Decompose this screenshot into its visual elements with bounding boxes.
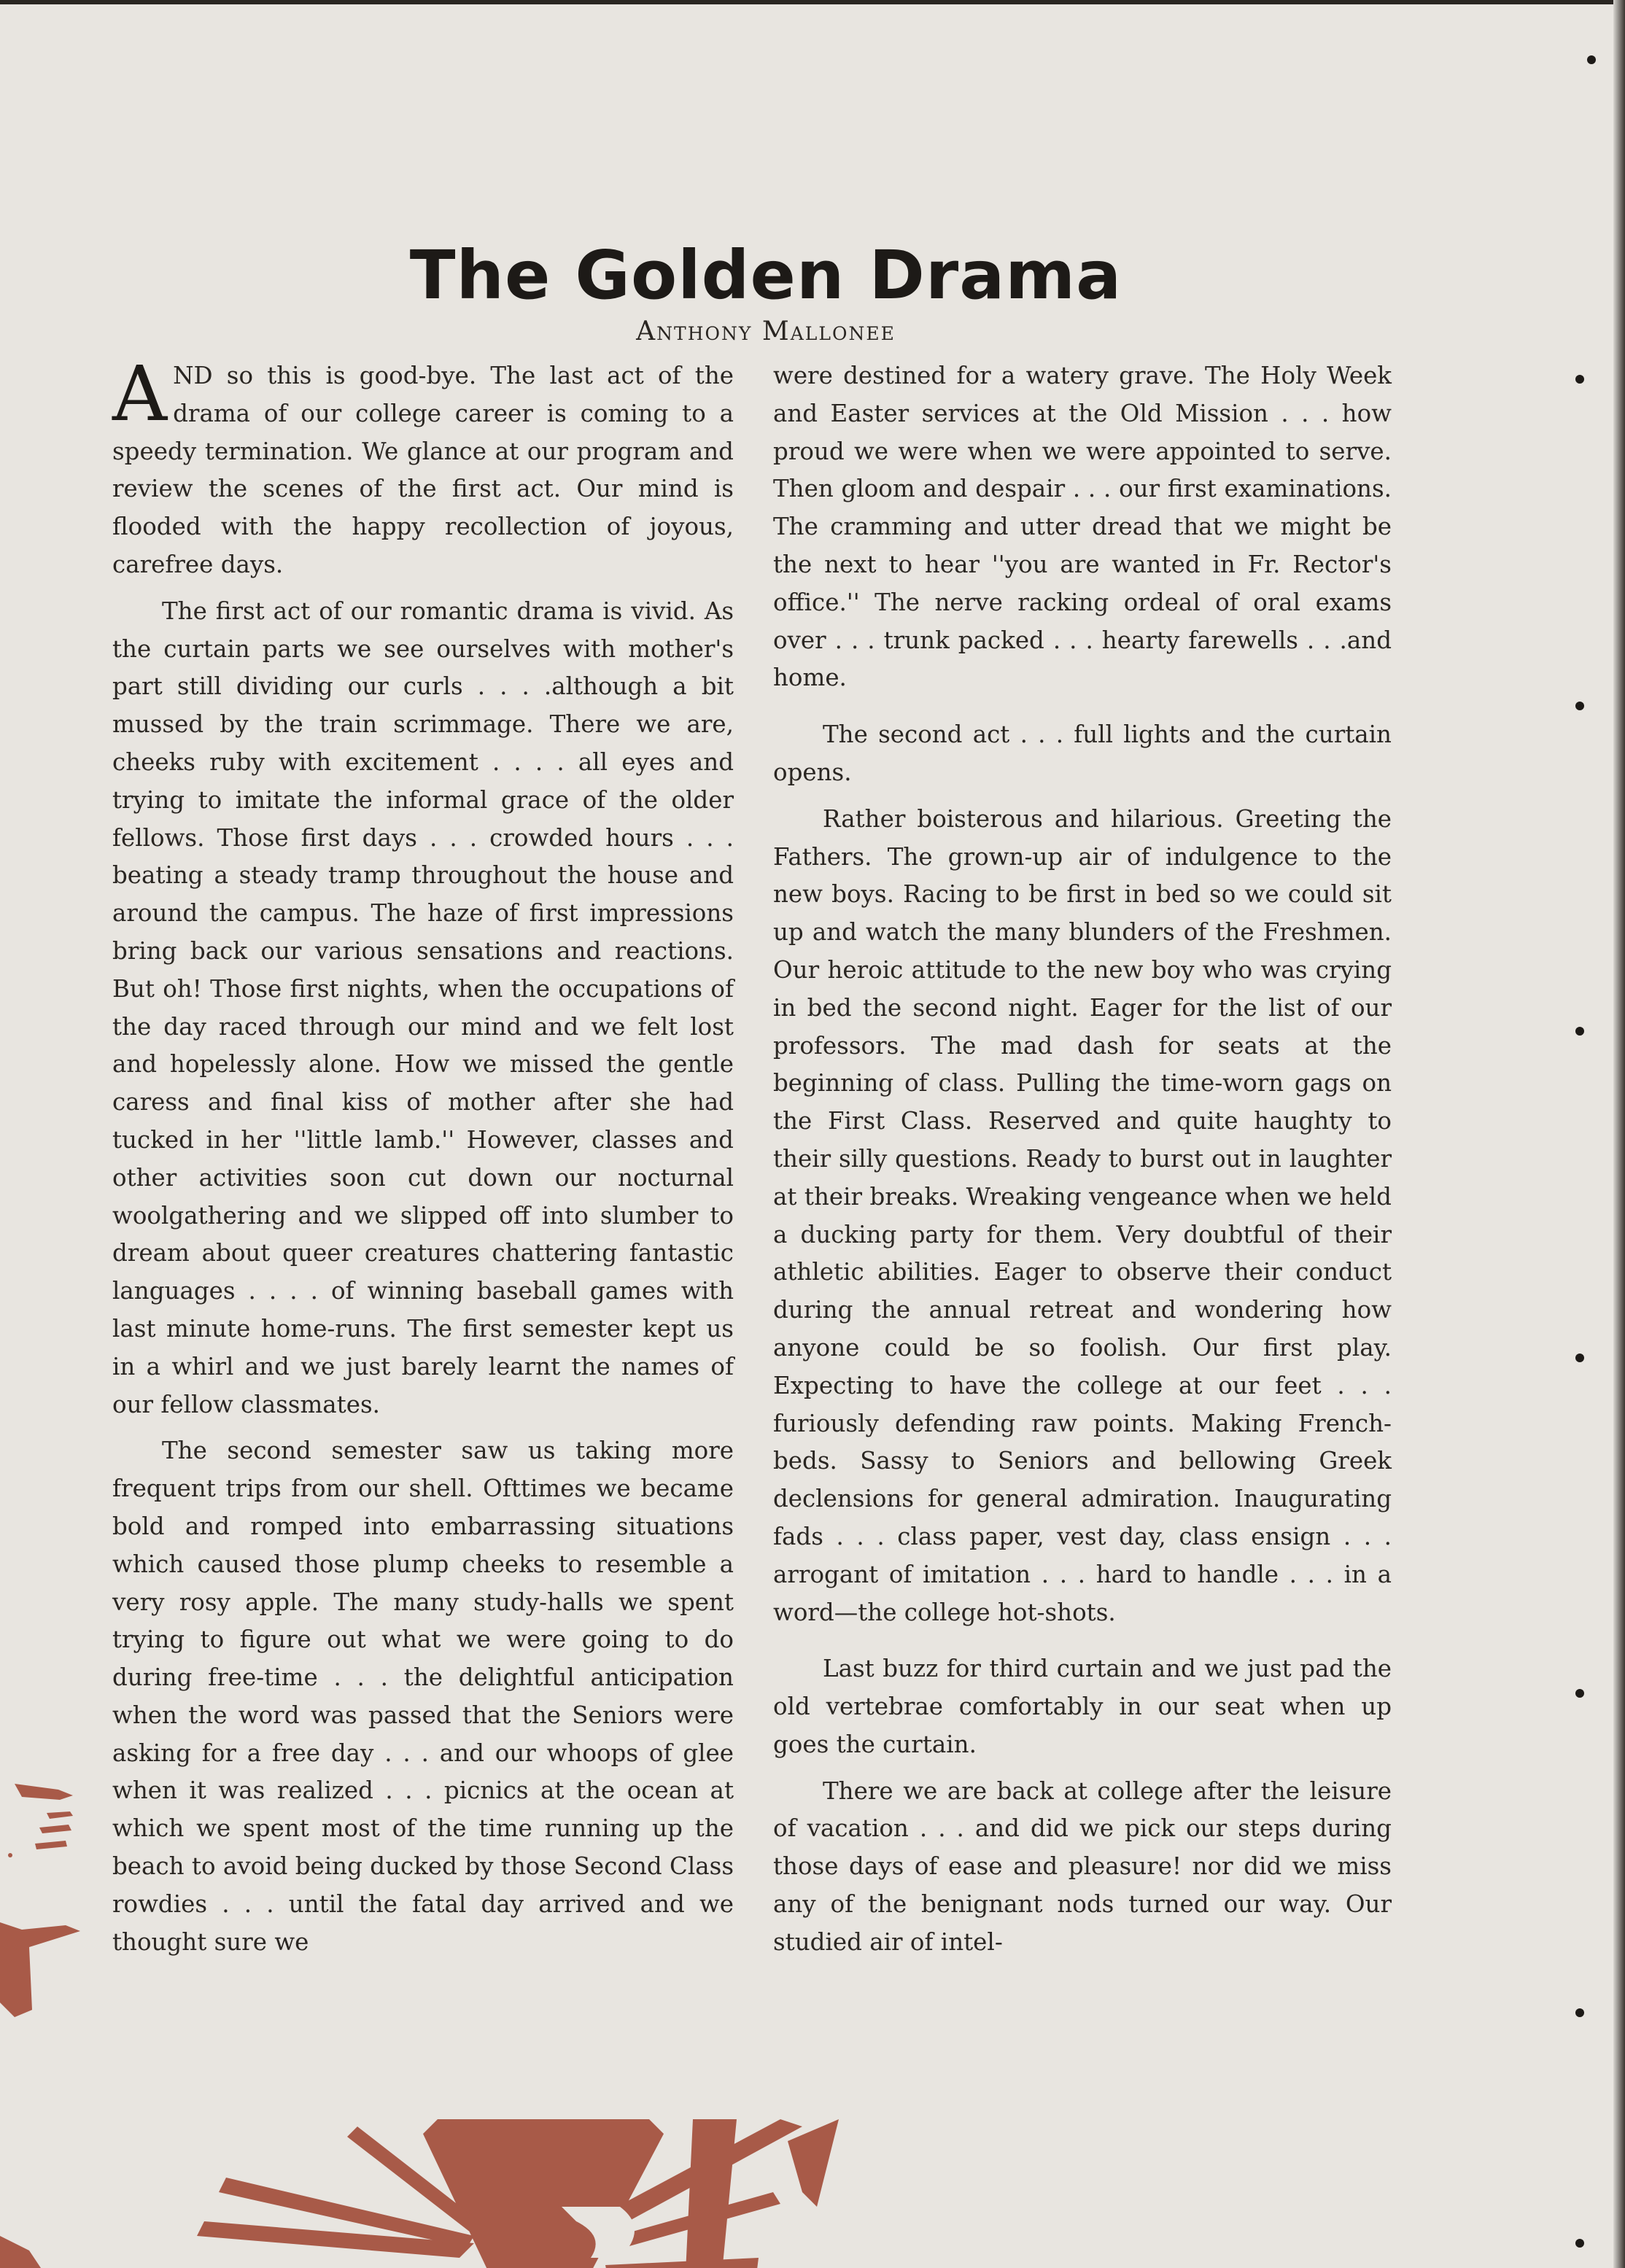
corner-ornament (0, 2221, 51, 2268)
binding-hole-mark (1575, 2239, 1584, 2248)
page-edge-shadow (1613, 0, 1625, 2268)
left-paragraph-1 (112, 349, 734, 584)
binding-hole-mark (1575, 2008, 1584, 2017)
binding-hole-mark (1575, 375, 1584, 384)
left-paragraph-2: The first act of our romantic drama is vivid. As the curtain parts we see ourselves with mother's part still dividing our curls . . . .although a bit mussed by the train scrimmage. There we are, cheeks ruby with excitement . . . . all eyes and trying to imitate the informal grace of the older fellows. Those first days . . . crowded hours . . . beating a steady tramp throughout the house and around the campus. The haze of first impressions bring back our various sensations and reactions. But oh! Those first nights, when the occupations of the day raced through our mind and we felt lost and hopelessly alone. How we missed the gentle caress and final kiss of mother after she had tucked in her ''little lamb.'' However, classes and other activities soon cut down our nocturnal woolgathering and we slipped off into slumber to dream about queer creatures chattering fantastic languages . . . . of winning baseball games with last minute home-runs. The first semester kept us in a whirl and we just barely learnt the names of our fellow classmates. (112, 597, 734, 1418)
magazine-page (0, 4, 1613, 2268)
left-margin-ornament (0, 1769, 88, 2046)
lead-in: ND (173, 362, 213, 389)
left-column (112, 349, 734, 1970)
right-paragraph-2: The second act . . . full lights and the curtain opens. (773, 721, 1392, 786)
left-paragraph-1-text: so this is good-bye. The last act of the drama of our college career is coming to a speedy termination. We glance at our program and review the scenes of the first act. Our mind is flooded with the happy recollection of joyous, carefree days. (112, 362, 734, 578)
right-paragraph-1: were destined for a watery grave. The Holy Week and Easter services at the Old Mission . . . how proud we were when we were appointed to serve. Then gloom and despair . . . our first examinations. The cramming and utter dread that we might be the next to hear ''you are wanted in Fr. Rector's office.'' The nerve racking ordeal of oral exams over . . . trunk packed . . . hearty farewells . . .and home. (773, 362, 1392, 692)
right-paragraph-3: Rather boisterous and hilarious. Greeting the Fathers. The grown-up air of indulgence to the new boys. Racing to be first in bed so we could sit up and watch the many blunders of the Freshmen. Our heroic attitude to the new boy who was crying in bed the second night. Eager for the list of our professors. The mad dash for seats at the beginning of class. Pulling the time-worn gags on the First Class. Reserved and quite haughty to their silly questions. Ready to burst out in laughter at their breaks. Wreaking vengeance when we held a ducking party for them. Very doubtful of their athletic abilities. Eager to observe their conduct during the annual retreat and wondering how anyone could be so foolish. Our first play. Expecting to have the college at our feet . . . furiously defending raw points. Making French-beds. Sassy to Seniors and bellowing Greek declensions for general admiration. Inaugurating fads . . . class paper, vest day, class ensign . . . arrogant of imitation . . . hard to handle . . . in a word—the college hot-shots. (773, 804, 1392, 1626)
binding-hole-mark (1587, 55, 1596, 64)
article-author: Anthony Mallonee (636, 316, 896, 346)
binding-hole-mark (1575, 1027, 1584, 1036)
right-paragraph-5: There we are back at college after the leisure of vacation . . . and did we pick our steps during those days of ease and pleasure! nor did we miss any of the benignant nods turned our way. Our studied air of intel- (773, 1776, 1392, 1956)
drop-cap: A (112, 349, 168, 438)
binding-hole-mark (1575, 702, 1584, 710)
right-column (773, 357, 1392, 1970)
binding-hole-mark (1575, 1689, 1584, 1698)
right-paragraph-4: Last buzz for third curtain and we just pad the old vertebrae comfortably in our seat when up goes the curtain. (773, 1655, 1392, 1758)
binding-hole-mark (1575, 1354, 1584, 1362)
bottom-sunburst-ornament (182, 2119, 912, 2268)
left-paragraph-3: The second semester saw us taking more frequent trips from our shell. Ofttimes we became bold and romped into embarrassing situations which caused those plump cheeks to resemble a very rosy apple. The many study-halls we spent trying to figure out what we were going to do during free-time . . . the delightful anticipation when the word was passed that the Seniors were asking for a free day . . . and our whoops of glee when it was realized . . . picnics at the ocean at which we spent most of the time running up the beach to avoid being ducked by those Second Class rowdies . . . until the fatal day arrived and we thought sure we (112, 1437, 734, 1956)
article-title: The Golden Drama (409, 236, 1122, 314)
